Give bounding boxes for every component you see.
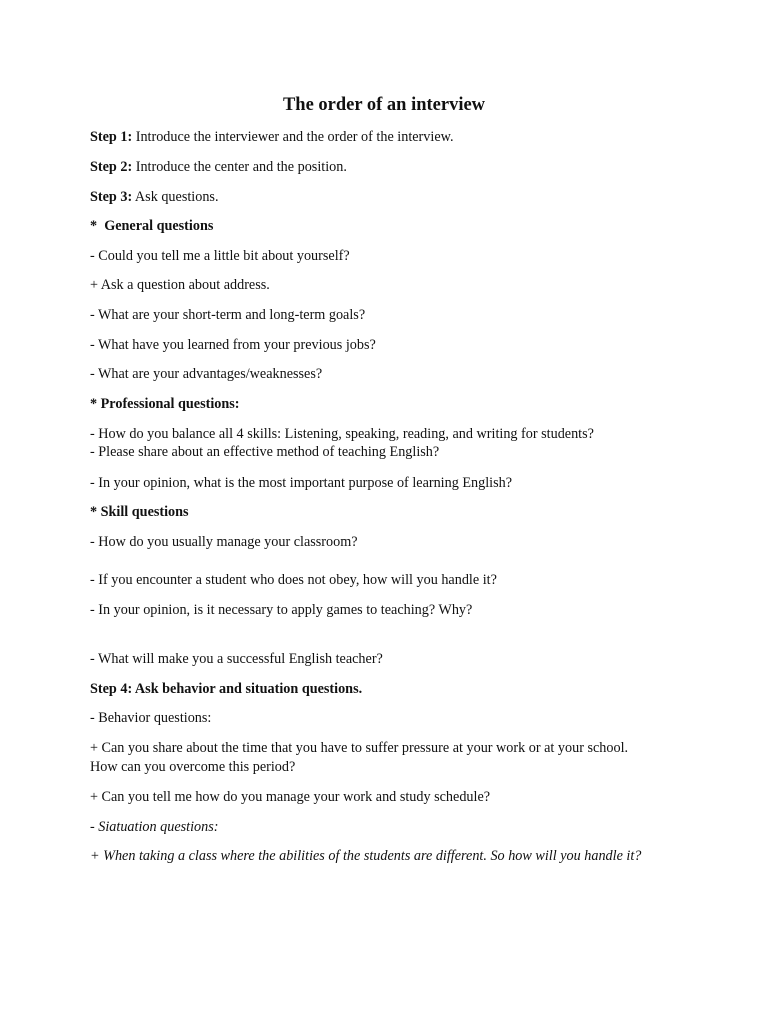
behavior-question-item: How can you overcome this period? xyxy=(90,759,296,775)
skill-questions-heading: * Skill questions xyxy=(90,504,189,520)
general-question-item: + Ask a question about address. xyxy=(90,277,270,293)
general-question-item: - Could you tell me a little bit about yourself? xyxy=(90,248,350,264)
general-question-item: - What are your advantages/weaknesses? xyxy=(90,366,323,382)
step-2 xyxy=(90,158,690,177)
behavior-question-item: + Can you tell me how do you manage your work and study schedule? xyxy=(90,789,491,805)
skill-question-item: - If you encounter a student who does not obey, how will you handle it? xyxy=(90,572,497,588)
skill-question-item: - What will make you a successful English teacher? xyxy=(90,651,383,667)
step-3-label: Step 3: xyxy=(90,189,133,205)
situation-question-item: + When taking a class where the abilities of the students are different. So how will you handle it? xyxy=(90,848,642,864)
step-2-label: Step 2: xyxy=(90,159,133,175)
skill-question-item: - How do you usually manage your classroom? xyxy=(90,534,358,550)
step-3-text: Ask questions. xyxy=(132,189,219,205)
step-3 xyxy=(90,188,690,207)
situation-questions-heading: - Siatuation questions: xyxy=(90,819,219,835)
step-1-label: Step 1: xyxy=(90,129,133,145)
behavior-question-item: + Can you share about the time that you have to suffer pressure at your work or at your school. xyxy=(90,740,629,756)
professional-questions-heading: * Professional questions: xyxy=(90,396,240,412)
step-1-text: Introduce the interviewer and the order of the interview. xyxy=(132,129,454,145)
general-question-item: - What are your short-term and long-term goals? xyxy=(90,307,366,323)
general-questions-heading: * General questions xyxy=(90,218,214,234)
behavior-questions-heading: - Behavior questions: xyxy=(90,710,212,726)
professional-question-item: - Please share about an effective method of teaching English? xyxy=(90,444,440,460)
step-1 xyxy=(90,128,690,147)
professional-question-item: - How do you balance all 4 skills: Listening, speaking, reading, and writing for students? xyxy=(90,426,594,442)
document-title: The order of an interview xyxy=(282,95,486,115)
step-4: Step 4: Ask behavior and situation questions. xyxy=(90,681,363,697)
skill-question-item: - In your opinion, is it necessary to apply games to teaching? Why? xyxy=(90,602,473,618)
professional-question-item: - In your opinion, what is the most important purpose of learning English? xyxy=(90,475,513,491)
step-2-text: Introduce the center and the position. xyxy=(132,159,347,175)
general-question-item: - What have you learned from your previous jobs? xyxy=(90,337,376,353)
